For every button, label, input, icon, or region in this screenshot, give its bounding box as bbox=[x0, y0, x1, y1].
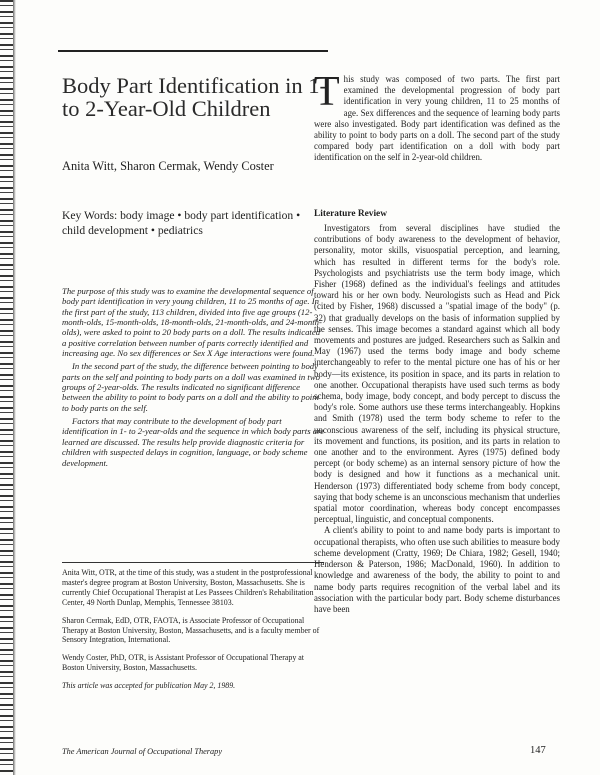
title-rule bbox=[58, 50, 328, 52]
author-note: Sharon Cermak, EdD, OTR, FAOTA, is Associate Professor of Occupational Therapy at Boston University, Boston, Massachusetts, and is a faculty member of Sensory Integration, International. bbox=[62, 615, 320, 645]
page-number: 147 bbox=[530, 745, 546, 756]
author-notes bbox=[62, 568, 324, 691]
abstract-paragraph: The purpose of this study was to examine the developmental sequence of body part identification in very young children, 11 to 25 months of age. In the first part of the study, 113 children, divided into five age groups (12-month-olds, 15-month-olds, 18-month-olds, 21-month-olds, and 24-month-olds), were asked to point to 20 body parts on a doll. The results indicated a positive correlation between number of parts correctly identified and increasing age. No sex differences or Sex X Age interactions were found. bbox=[62, 286, 322, 359]
abstract bbox=[62, 286, 324, 471]
binding-edge bbox=[0, 0, 13, 775]
author-list: Anita Witt, Sharon Cermak, Wendy Coster bbox=[62, 159, 274, 173]
section-body bbox=[314, 223, 560, 615]
abstract-paragraph: In the second part of the study, the difference between pointing to body parts on the self and pointing to body parts on a doll was examined in two groups of 2-year-olds. The results indicated no significant difference between the ability to point to body parts on a doll and the ability to point to body parts on the self. bbox=[62, 361, 320, 413]
drop-cap: T bbox=[314, 69, 340, 115]
section-heading: Literature Review bbox=[314, 209, 387, 219]
intro-paragraph bbox=[314, 69, 560, 164]
journal-name: The American Journal of Occupational Therapy bbox=[62, 747, 223, 756]
intro-text: his study was composed of two parts. The first part examined the developmental progression of body part identification in very young children, 11 to 25 months of age. Sex differences and the sequence of learning body parts were also investigated. Body part identification was defined as the ability to point to body parts on a doll. The second part of the study compared body part identification on a doll with body part identification on the self in 2-year-old children. bbox=[314, 74, 560, 163]
key-words: Key Words: body image • body part identification • child development • pediatrics bbox=[62, 209, 301, 237]
abstract-paragraph: Factors that may contribute to the development of body part identification in 1- to 2-year-olds and the sequence in which body parts are learned are discussed. The results help provide diagnostic criteria for children with suspected delays in cognition, language, or body scheme development. bbox=[62, 416, 325, 468]
author-notes-rule bbox=[62, 562, 324, 563]
accepted-note: This article was accepted for publication May 2, 1989. bbox=[62, 681, 236, 691]
article-title: Body Part Identification in 1- to 2-Year-Old Children bbox=[62, 73, 327, 121]
author-note: Wendy Coster, PhD, OTR, is Assistant Professor of Occupational Therapy at Boston University, Boston, Massachusetts. bbox=[62, 653, 304, 673]
author-note: Anita Witt, OTR, at the time of this study, was a student in the postprofessional master's degree program at Boston University, Boston, Massachusetts. She is currently Chief Occupational Therapist at Les Passees Children's Rehabilitation Center, 49 North Dunlap, Memphis, Tennessee 38103. bbox=[62, 568, 314, 607]
body-paragraph: A client's ability to point to and name body parts is important to occupational therapists, who often use such abilities to measure body scheme development (Cratty, 1969; De Chiara, 1982; Gesell, 1940; Henderson & Paterson, 1986; MacDonald, 1960). In addition to knowledge and awareness of the body, the ability to point to and name body parts requires recognition of the verbal label and its association with the particular body part. Body scheme disturbances have been bbox=[314, 525, 560, 614]
body-paragraph: Investigators from several disciplines have studied the contributions of body awareness to the development of behavior, personality, motor skills, visuospatial perception, and learning, which has resulted in different terms for the body's role. Psychologists and psychiatrists use the term body image, which Fisher (1968) defined as the individual's feelings and attitudes toward his or her own body. Neurologists such as Head and Pick (cited by Fisher, 1968) discussed a "spatial image of the body" (p. 32) that gradually develops on the basis of information supplied by the senses. This image becomes a standard against which all body movements and postures are judged. Researchers such as Salkin and May (1967) used the terms body image and body scheme interchangeably to refer to the mental picture one has of his or her body—its existence, its position in space, and its parts in relation to one another. Occupational therapists have used such terms as body schema, body image, body concept, and body percept to discuss the body's role. Some authors use these terms interchangeably. Hopkins and Smith (1978) used the term body scheme to refer to the unconscious awareness of the self, including its physical structure, its movement and functions, its position, and its parts in relation to one another and to the environment. Ayres (1975) defined body percept (or body scheme) as an internal sensory picture of how the body is designed and how it functions as a mechanical unit. Henderson (1973) differentiated body scheme from body concept, saying that body scheme is an unconscious mechanism that underlies spatial motor coordination, whereas body concept encompasses perceptual, linguistic, and conceptual components. bbox=[314, 223, 560, 525]
